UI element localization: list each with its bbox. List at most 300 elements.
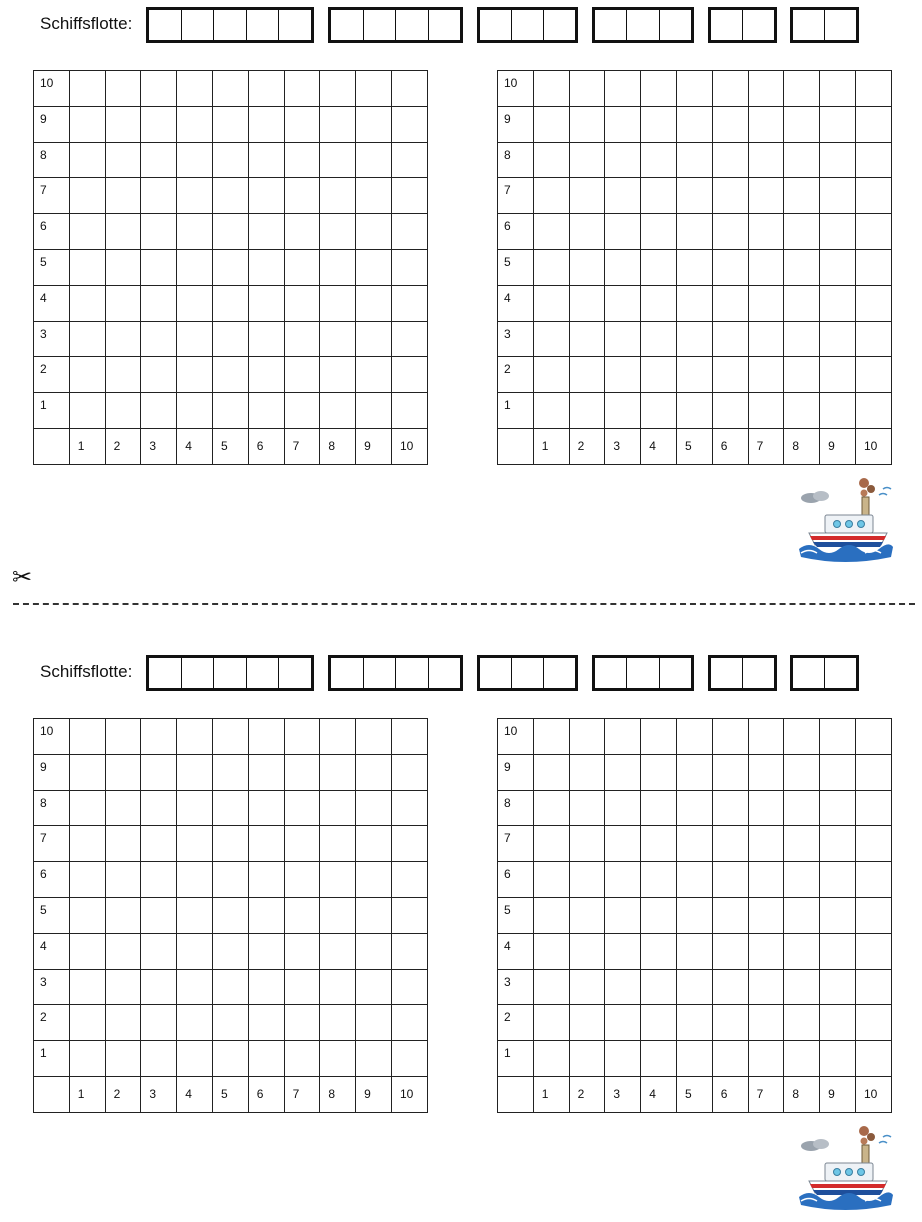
grid-cell[interactable] — [391, 71, 427, 107]
grid-cell[interactable] — [284, 897, 320, 933]
grid-cell[interactable] — [212, 285, 248, 321]
grid-cell[interactable] — [855, 862, 891, 898]
grid-cell[interactable] — [248, 790, 284, 826]
grid-cell[interactable] — [676, 321, 712, 357]
grid-cell[interactable] — [533, 826, 569, 862]
grid-cell[interactable] — [569, 178, 605, 214]
grid-cell[interactable] — [320, 1005, 356, 1041]
grid-cell[interactable] — [641, 71, 677, 107]
grid-cell[interactable] — [569, 1005, 605, 1041]
grid-cell[interactable] — [784, 862, 820, 898]
grid-cell[interactable] — [569, 969, 605, 1005]
grid-cell[interactable] — [676, 826, 712, 862]
grid-cell[interactable] — [605, 214, 641, 250]
grid-cell[interactable] — [356, 285, 392, 321]
grid-cell[interactable] — [676, 357, 712, 393]
grid-cell[interactable] — [676, 142, 712, 178]
grid-cell[interactable] — [569, 214, 605, 250]
grid-cell[interactable] — [356, 393, 392, 429]
grid-cell[interactable] — [569, 933, 605, 969]
grid-cell[interactable] — [356, 719, 392, 755]
grid-cell[interactable] — [69, 862, 105, 898]
grid-cell[interactable] — [855, 826, 891, 862]
grid-cell[interactable] — [212, 106, 248, 142]
grid-cell[interactable] — [748, 790, 784, 826]
grid-cell[interactable] — [641, 106, 677, 142]
grid-cell[interactable] — [212, 790, 248, 826]
grid-cell[interactable] — [320, 897, 356, 933]
grid-cell[interactable] — [248, 826, 284, 862]
grid-cell[interactable] — [641, 393, 677, 429]
grid-cell[interactable] — [141, 1041, 177, 1077]
grid-cell[interactable] — [569, 826, 605, 862]
grid-cell[interactable] — [605, 862, 641, 898]
grid-cell[interactable] — [748, 71, 784, 107]
grid-cell[interactable] — [748, 106, 784, 142]
grid-cell[interactable] — [284, 754, 320, 790]
grid-cell[interactable] — [141, 897, 177, 933]
grid-cell[interactable] — [248, 933, 284, 969]
grid-cell[interactable] — [356, 826, 392, 862]
grid-cell[interactable] — [391, 790, 427, 826]
grid-cell[interactable] — [391, 754, 427, 790]
grid-cell[interactable] — [533, 897, 569, 933]
grid-cell[interactable] — [569, 106, 605, 142]
grid-cell[interactable] — [212, 754, 248, 790]
grid-cell[interactable] — [820, 285, 856, 321]
grid-cell[interactable] — [177, 71, 213, 107]
grid-cell[interactable] — [605, 719, 641, 755]
grid-cell[interactable] — [605, 357, 641, 393]
grid-cell[interactable] — [177, 214, 213, 250]
grid-cell[interactable] — [784, 71, 820, 107]
grid-cell[interactable] — [533, 71, 569, 107]
grid-cell[interactable] — [748, 754, 784, 790]
grid-cell[interactable] — [212, 1005, 248, 1041]
grid-cell[interactable] — [748, 214, 784, 250]
grid-cell[interactable] — [69, 249, 105, 285]
grid-cell[interactable] — [820, 754, 856, 790]
grid-cell[interactable] — [855, 1041, 891, 1077]
grid-cell[interactable] — [212, 1041, 248, 1077]
grid-cell[interactable] — [356, 178, 392, 214]
grid-cell[interactable] — [855, 178, 891, 214]
grid-cell[interactable] — [641, 826, 677, 862]
grid-cell[interactable] — [784, 285, 820, 321]
grid-cell[interactable] — [141, 826, 177, 862]
grid-cell[interactable] — [820, 178, 856, 214]
grid-cell[interactable] — [676, 969, 712, 1005]
grid-cell[interactable] — [676, 106, 712, 142]
grid-cell[interactable] — [712, 321, 748, 357]
grid-cell[interactable] — [284, 719, 320, 755]
grid-cell[interactable] — [69, 214, 105, 250]
grid-cell[interactable] — [248, 357, 284, 393]
grid-cell[interactable] — [605, 178, 641, 214]
grid-cell[interactable] — [676, 897, 712, 933]
grid-cell[interactable] — [748, 357, 784, 393]
grid-cell[interactable] — [320, 142, 356, 178]
grid-cell[interactable] — [855, 969, 891, 1005]
grid-cell[interactable] — [248, 106, 284, 142]
grid-cell[interactable] — [676, 862, 712, 898]
grid-cell[interactable] — [248, 178, 284, 214]
grid-cell[interactable] — [569, 321, 605, 357]
grid-cell[interactable] — [712, 214, 748, 250]
grid-cell[interactable] — [356, 106, 392, 142]
grid-cell[interactable] — [784, 897, 820, 933]
grid-cell[interactable] — [248, 214, 284, 250]
grid-cell[interactable] — [391, 357, 427, 393]
grid-cell[interactable] — [320, 71, 356, 107]
grid-cell[interactable] — [284, 357, 320, 393]
grid-cell[interactable] — [320, 285, 356, 321]
grid-cell[interactable] — [356, 933, 392, 969]
grid-cell[interactable] — [212, 142, 248, 178]
grid-cell[interactable] — [605, 754, 641, 790]
grid-cell[interactable] — [569, 719, 605, 755]
grid-cell[interactable] — [177, 393, 213, 429]
grid-cell[interactable] — [605, 1005, 641, 1041]
grid-cell[interactable] — [320, 357, 356, 393]
grid-cell[interactable] — [641, 969, 677, 1005]
grid-cell[interactable] — [356, 357, 392, 393]
grid-cell[interactable] — [748, 1005, 784, 1041]
grid-cell[interactable] — [676, 71, 712, 107]
grid-cell[interactable] — [177, 933, 213, 969]
grid-cell[interactable] — [784, 790, 820, 826]
grid-cell[interactable] — [69, 393, 105, 429]
grid-cell[interactable] — [391, 142, 427, 178]
grid-cell[interactable] — [105, 826, 141, 862]
grid-cell[interactable] — [712, 1041, 748, 1077]
grid-cell[interactable] — [248, 969, 284, 1005]
grid-cell[interactable] — [569, 357, 605, 393]
grid-cell[interactable] — [712, 933, 748, 969]
grid-cell[interactable] — [820, 106, 856, 142]
grid-cell[interactable] — [569, 790, 605, 826]
grid-cell[interactable] — [177, 142, 213, 178]
grid-cell[interactable] — [748, 933, 784, 969]
grid-cell[interactable] — [69, 790, 105, 826]
grid-cell[interactable] — [284, 933, 320, 969]
grid-cell[interactable] — [391, 106, 427, 142]
grid-cell[interactable] — [177, 357, 213, 393]
grid-cell[interactable] — [784, 826, 820, 862]
grid-cell[interactable] — [748, 862, 784, 898]
grid-cell[interactable] — [212, 249, 248, 285]
grid-cell[interactable] — [641, 142, 677, 178]
grid-cell[interactable] — [177, 1005, 213, 1041]
grid-cell[interactable] — [784, 214, 820, 250]
grid-cell[interactable] — [69, 1005, 105, 1041]
grid-cell[interactable] — [820, 897, 856, 933]
grid-cell[interactable] — [391, 393, 427, 429]
grid-cell[interactable] — [748, 393, 784, 429]
grid-cell[interactable] — [676, 1005, 712, 1041]
grid-cell[interactable] — [177, 719, 213, 755]
grid-cell[interactable] — [320, 249, 356, 285]
grid-cell[interactable] — [855, 214, 891, 250]
grid-cell[interactable] — [212, 393, 248, 429]
grid-cell[interactable] — [105, 754, 141, 790]
grid-cell[interactable] — [284, 393, 320, 429]
grid-cell[interactable] — [533, 790, 569, 826]
grid-cell[interactable] — [676, 1041, 712, 1077]
grid-cell[interactable] — [105, 862, 141, 898]
grid-cell[interactable] — [177, 321, 213, 357]
grid-cell[interactable] — [356, 71, 392, 107]
grid-cell[interactable] — [69, 71, 105, 107]
grid-cell[interactable] — [820, 71, 856, 107]
grid-cell[interactable] — [605, 249, 641, 285]
grid-cell[interactable] — [391, 178, 427, 214]
grid-cell[interactable] — [533, 754, 569, 790]
grid-cell[interactable] — [177, 826, 213, 862]
grid-cell[interactable] — [712, 178, 748, 214]
grid-cell[interactable] — [105, 933, 141, 969]
grid-cell[interactable] — [391, 862, 427, 898]
grid-cell[interactable] — [605, 933, 641, 969]
grid-cell[interactable] — [605, 71, 641, 107]
grid-cell[interactable] — [284, 249, 320, 285]
grid-cell[interactable] — [391, 1005, 427, 1041]
grid-cell[interactable] — [855, 754, 891, 790]
grid-cell[interactable] — [855, 71, 891, 107]
grid-cell[interactable] — [141, 790, 177, 826]
grid-cell[interactable] — [605, 1041, 641, 1077]
grid-cell[interactable] — [141, 719, 177, 755]
grid-cell[interactable] — [855, 142, 891, 178]
grid-cell[interactable] — [712, 790, 748, 826]
grid-cell[interactable] — [69, 897, 105, 933]
grid-cell[interactable] — [784, 249, 820, 285]
grid-cell[interactable] — [748, 969, 784, 1005]
grid-cell[interactable] — [569, 393, 605, 429]
grid-cell[interactable] — [69, 1041, 105, 1077]
grid-cell[interactable] — [356, 321, 392, 357]
grid-cell[interactable] — [641, 790, 677, 826]
grid-cell[interactable] — [248, 249, 284, 285]
grid-cell[interactable] — [105, 142, 141, 178]
grid-cell[interactable] — [569, 142, 605, 178]
grid-cell[interactable] — [641, 357, 677, 393]
grid-cell[interactable] — [105, 897, 141, 933]
grid-cell[interactable] — [712, 142, 748, 178]
grid-cell[interactable] — [248, 862, 284, 898]
grid-cell[interactable] — [641, 897, 677, 933]
grid-cell[interactable] — [641, 285, 677, 321]
grid-cell[interactable] — [141, 393, 177, 429]
grid-cell[interactable] — [320, 719, 356, 755]
grid-cell[interactable] — [284, 790, 320, 826]
grid-cell[interactable] — [320, 790, 356, 826]
grid-cell[interactable] — [533, 321, 569, 357]
grid-cell[interactable] — [69, 933, 105, 969]
grid-cell[interactable] — [320, 1041, 356, 1077]
grid-cell[interactable] — [212, 933, 248, 969]
grid-cell[interactable] — [748, 142, 784, 178]
grid-cell[interactable] — [284, 826, 320, 862]
grid-cell[interactable] — [212, 862, 248, 898]
grid-cell[interactable] — [784, 754, 820, 790]
grid-cell[interactable] — [712, 357, 748, 393]
grid-cell[interactable] — [855, 933, 891, 969]
grid-cell[interactable] — [676, 214, 712, 250]
grid-cell[interactable] — [320, 933, 356, 969]
grid-cell[interactable] — [820, 321, 856, 357]
grid-cell[interactable] — [784, 178, 820, 214]
grid-cell[interactable] — [177, 178, 213, 214]
grid-cell[interactable] — [248, 393, 284, 429]
grid-cell[interactable] — [356, 754, 392, 790]
grid-cell[interactable] — [284, 178, 320, 214]
grid-cell[interactable] — [141, 969, 177, 1005]
grid-cell[interactable] — [820, 393, 856, 429]
grid-cell[interactable] — [356, 1041, 392, 1077]
grid-cell[interactable] — [784, 142, 820, 178]
grid-cell[interactable] — [712, 826, 748, 862]
grid-cell[interactable] — [105, 393, 141, 429]
grid-cell[interactable] — [105, 178, 141, 214]
grid-cell[interactable] — [533, 1005, 569, 1041]
grid-cell[interactable] — [248, 1005, 284, 1041]
grid-cell[interactable] — [676, 178, 712, 214]
grid-cell[interactable] — [569, 897, 605, 933]
grid-cell[interactable] — [356, 249, 392, 285]
grid-cell[interactable] — [105, 357, 141, 393]
grid-cell[interactable] — [784, 106, 820, 142]
grid-cell[interactable] — [212, 321, 248, 357]
grid-cell[interactable] — [105, 1041, 141, 1077]
grid-cell[interactable] — [533, 106, 569, 142]
grid-cell[interactable] — [69, 826, 105, 862]
grid-cell[interactable] — [69, 357, 105, 393]
grid-cell[interactable] — [641, 321, 677, 357]
grid-cell[interactable] — [69, 285, 105, 321]
grid-cell[interactable] — [356, 1005, 392, 1041]
grid-cell[interactable] — [69, 719, 105, 755]
grid-cell[interactable] — [533, 719, 569, 755]
grid-cell[interactable] — [784, 357, 820, 393]
grid-cell[interactable] — [248, 754, 284, 790]
grid-cell[interactable] — [69, 321, 105, 357]
grid-cell[interactable] — [320, 393, 356, 429]
grid-cell[interactable] — [569, 754, 605, 790]
grid-cell[interactable] — [248, 71, 284, 107]
grid-cell[interactable] — [641, 214, 677, 250]
grid-cell[interactable] — [748, 826, 784, 862]
grid-cell[interactable] — [105, 321, 141, 357]
grid-cell[interactable] — [69, 754, 105, 790]
grid-cell[interactable] — [820, 862, 856, 898]
grid-cell[interactable] — [212, 214, 248, 250]
grid-cell[interactable] — [569, 862, 605, 898]
grid-cell[interactable] — [641, 249, 677, 285]
grid-cell[interactable] — [284, 862, 320, 898]
grid-cell[interactable] — [248, 1041, 284, 1077]
grid-cell[interactable] — [641, 754, 677, 790]
grid-cell[interactable] — [320, 862, 356, 898]
grid-cell[interactable] — [533, 1041, 569, 1077]
grid-cell[interactable] — [105, 71, 141, 107]
grid-cell[interactable] — [391, 719, 427, 755]
grid-cell[interactable] — [533, 969, 569, 1005]
grid-cell[interactable] — [605, 897, 641, 933]
grid-cell[interactable] — [105, 790, 141, 826]
grid-cell[interactable] — [391, 285, 427, 321]
grid-cell[interactable] — [284, 106, 320, 142]
grid-cell[interactable] — [712, 1005, 748, 1041]
grid-cell[interactable] — [712, 862, 748, 898]
grid-cell[interactable] — [284, 285, 320, 321]
grid-cell[interactable] — [284, 142, 320, 178]
grid-cell[interactable] — [855, 393, 891, 429]
grid-cell[interactable] — [676, 393, 712, 429]
grid-cell[interactable] — [141, 106, 177, 142]
grid-cell[interactable] — [177, 790, 213, 826]
grid-cell[interactable] — [177, 106, 213, 142]
grid-cell[interactable] — [820, 249, 856, 285]
grid-cell[interactable] — [212, 71, 248, 107]
grid-cell[interactable] — [356, 790, 392, 826]
grid-cell[interactable] — [855, 285, 891, 321]
grid-cell[interactable] — [284, 321, 320, 357]
grid-cell[interactable] — [356, 897, 392, 933]
grid-cell[interactable] — [212, 826, 248, 862]
grid-cell[interactable] — [141, 357, 177, 393]
grid-cell[interactable] — [177, 1041, 213, 1077]
grid-cell[interactable] — [569, 249, 605, 285]
grid-cell[interactable] — [784, 1005, 820, 1041]
grid-cell[interactable] — [284, 214, 320, 250]
grid-cell[interactable] — [820, 357, 856, 393]
grid-cell[interactable] — [248, 142, 284, 178]
grid-cell[interactable] — [641, 178, 677, 214]
grid-cell[interactable] — [605, 393, 641, 429]
grid-cell[interactable] — [712, 969, 748, 1005]
grid-cell[interactable] — [141, 214, 177, 250]
grid-cell[interactable] — [641, 1005, 677, 1041]
grid-cell[interactable] — [605, 106, 641, 142]
grid-cell[interactable] — [820, 969, 856, 1005]
grid-cell[interactable] — [748, 285, 784, 321]
grid-cell[interactable] — [605, 321, 641, 357]
grid-cell[interactable] — [284, 969, 320, 1005]
grid-cell[interactable] — [177, 862, 213, 898]
grid-cell[interactable] — [248, 285, 284, 321]
grid-cell[interactable] — [533, 862, 569, 898]
grid-cell[interactable] — [855, 357, 891, 393]
grid-cell[interactable] — [141, 1005, 177, 1041]
grid-cell[interactable] — [533, 393, 569, 429]
grid-cell[interactable] — [748, 178, 784, 214]
grid-cell[interactable] — [320, 969, 356, 1005]
grid-cell[interactable] — [855, 321, 891, 357]
grid-cell[interactable] — [712, 719, 748, 755]
grid-cell[interactable] — [605, 285, 641, 321]
grid-cell[interactable] — [69, 178, 105, 214]
grid-cell[interactable] — [605, 790, 641, 826]
grid-cell[interactable] — [676, 933, 712, 969]
grid-cell[interactable] — [320, 214, 356, 250]
grid-cell[interactable] — [248, 719, 284, 755]
grid-cell[interactable] — [605, 969, 641, 1005]
grid-cell[interactable] — [820, 790, 856, 826]
grid-cell[interactable] — [784, 393, 820, 429]
grid-cell[interactable] — [676, 754, 712, 790]
grid-cell[interactable] — [784, 321, 820, 357]
